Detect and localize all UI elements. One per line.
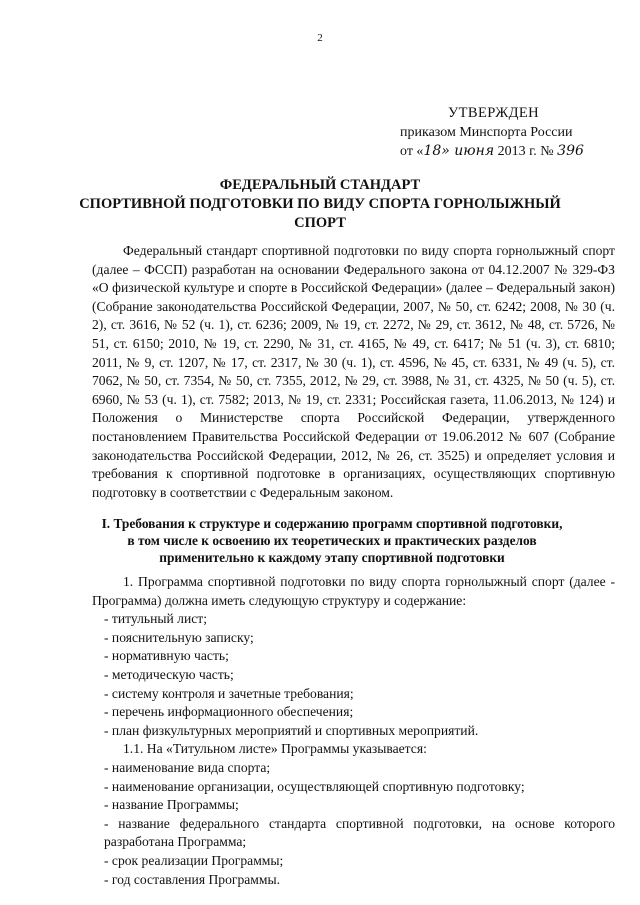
list-item: - наименование организации, осуществляющей спортивную подготовку; — [104, 778, 525, 794]
intro-paragraph: Федеральный стандарт спортивной подготовки по виду спорта горнолыжный спорт (далее – ФССП) разработан на основании Федерального закона от 04.12.2007 № 329-ФЗ «О физической культуре и спорте в Российской Федерации» (далее – Федеральный закон) (Собрание законодательства Российской Федерации, 2007, № 50, ст. 6242; 2008, № 30 (ч. 2), ст. 3616, № 52 (ч. 1), ст. 6236; 2009, № 19, ст. 2272, № 29, ст. 3612, № 48, ст. 5726, № 51, ст. 6150; 2010, № 19, ст. 2290, № 31, ст. 4165, № 49, ст. 6417; № 51 (ч. 3), ст. 6810; 2011, № 9, ст. 1207, № 17, ст. 2317, № 30 (ч. 1), ст. 4596, № 45, ст. 6331, № 49 (ч. 5), ст. 7062, № 50, ст. 7354, № 50, ст. 7355, 2012, № 29, ст. 3988, № 31, ст. 4325, № 50 (ч. 5), ст. 6960, № 53 (ч. 1), ст. 7582; 2013, № 19, ст. 2331; Российская газета, 11.06.2013, № 124) и Положения о Министерстве спорта Российской Федерации, утвержденного постановлением Правительства Российской Федерации от 19.06.2012 № 607 (Собрание законодательства Российской Федерации, 2012, № 26, ст. 3525) и определяет условия и требования к спортивной подготовке в организациях, осуществляющих спортивную подготовку в соответствии с Федеральным законом. — [92, 243, 615, 500]
list-item: - нормативную часть; — [104, 648, 229, 664]
section-1-body — [92, 573, 615, 889]
standard-title-line3: СПОРТ — [294, 215, 346, 231]
list-item: - срок реализации Программы; — [104, 852, 284, 868]
list-item: - титульный лист; — [104, 611, 207, 627]
list-item: - методическую часть; — [104, 666, 234, 682]
approval-date-month: » июня — [441, 143, 495, 159]
approval-date-prefix: от « — [400, 144, 424, 159]
list-item: - наименование вида спорта; — [104, 759, 271, 775]
list-item: - год составления Программы. — [104, 871, 281, 887]
standard-title — [60, 176, 580, 233]
section-1-title-line1: I. Требования к структуре и содержанию программ спортивной подготовки, — [101, 516, 563, 531]
approval-title: УТВЕРЖДЕН — [448, 105, 540, 121]
list-item: - пояснительную записку; — [104, 629, 254, 645]
page-number: 2 — [317, 32, 323, 44]
section-1-title-line2: в том числе к освоению их теоретических и практических разделов — [127, 533, 537, 548]
list-item: - название федерального стандарта спортивной подготовки, на основе которого разработана Программа; — [104, 815, 615, 850]
approval-date-number: 396 — [557, 143, 584, 159]
list-item: - систему контроля и зачетные требования; — [104, 685, 354, 701]
clause-1: 1. Программа спортивной подготовки по виду спорта горнолыжный спорт (далее - Программа) должна иметь следующую структуру и содержание: — [92, 574, 615, 608]
list-item: - название Программы; — [104, 797, 239, 813]
approval-order-line: приказом Минспорта России — [400, 125, 573, 140]
standard-title-line1: ФЕДЕРАЛЬНЫЙ СТАНДАРТ — [219, 177, 421, 193]
section-1-title-line3: применительно к каждому этапу спортивной подготовки — [159, 550, 505, 565]
list-item: - перечень информационного обеспечения; — [104, 704, 354, 720]
approval-block — [400, 104, 600, 161]
list-item: - план физкультурных мероприятий и спортивных мероприятий. — [104, 722, 479, 738]
approval-date-year: 2013 г. № — [497, 144, 554, 159]
section-1-title — [82, 515, 582, 566]
approval-date-line — [400, 142, 600, 161]
clause-1-1: 1.1. На «Титульном листе» Программы указывается: — [123, 741, 427, 757]
standard-title-line2: СПОРТИВНОЙ ПОДГОТОВКИ ПО ВИДУ СПОРТА ГОРНОЛЫЖНЫЙ — [79, 196, 561, 212]
approval-date-day: 18 — [423, 143, 442, 159]
